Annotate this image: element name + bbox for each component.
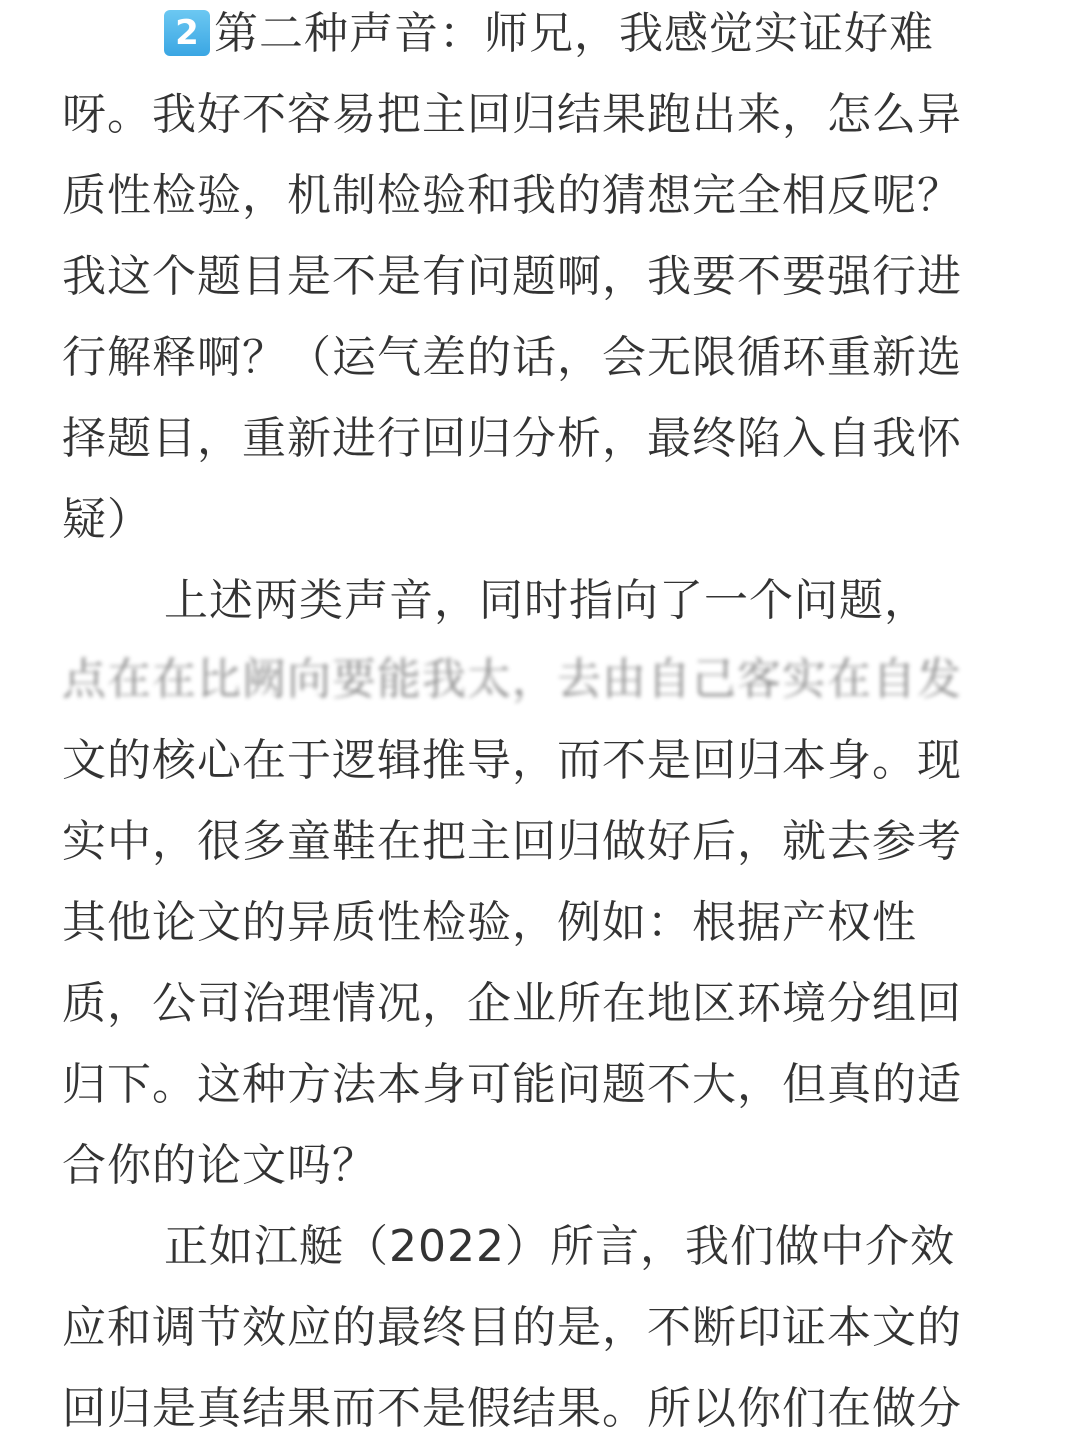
paragraph-1-text-1: 第二种声音：师兄，我感觉实证好难 <box>214 8 934 59</box>
paragraph-2-line-4: 其他论文的异质性检验，例如：根据产权性 <box>62 897 917 948</box>
paragraph-2-line-2: 文的核心在于逻辑推导，而不是回归本身。现 <box>62 735 962 786</box>
paragraph-1-line-1 <box>164 6 1080 62</box>
paragraph-1-line-2: 呀。我好不容易把主回归结果跑出来，怎么异 <box>62 89 962 140</box>
paragraph-3-line-3: 回归是真结果而不是假结果。所以你们在做分 <box>62 1383 962 1429</box>
paragraph-1-line-6: 择题目，重新进行回归分析，最终陷入自我怀 <box>62 413 962 464</box>
paragraph-2-line-7: 合你的论文吗？ <box>62 1140 377 1191</box>
paragraph-3-line-1: 正如江艇（2022）所言，我们做中介效 <box>164 1221 955 1272</box>
paragraph-1-line-3: 质性检验，机制检验和我的猜想完全相反呢？ <box>62 170 962 221</box>
paragraph-3-line-2: 应和调节效应的最终目的是，不断印证本文的 <box>62 1302 962 1353</box>
paragraph-2-line-6: 归下。这种方法本身可能问题不大，但真的适 <box>62 1059 962 1110</box>
paragraph-2-line-5: 质，公司治理情况，企业所在地区环境分组回 <box>62 978 962 1029</box>
paragraph-1-line-7: 疑） <box>62 494 152 545</box>
paragraph-1-line-5: 行解释啊？（运气差的话，会无限循环重新选 <box>62 332 962 383</box>
paragraph-1-line-4: 我这个题目是不是有问题啊，我要不要强行进 <box>62 251 962 302</box>
paragraph-2-line-1: 上述两类声音，同时指向了一个问题， <box>164 575 929 626</box>
keycap-digit-two-icon: 2 <box>164 10 210 56</box>
paragraph-2-line-3: 实中，很多童鞋在把主回归做好后，就去参考 <box>62 816 962 867</box>
paragraph-2-blurred-line: 点在在比阙向要能我太，去由自己客实在自发 <box>62 654 962 705</box>
